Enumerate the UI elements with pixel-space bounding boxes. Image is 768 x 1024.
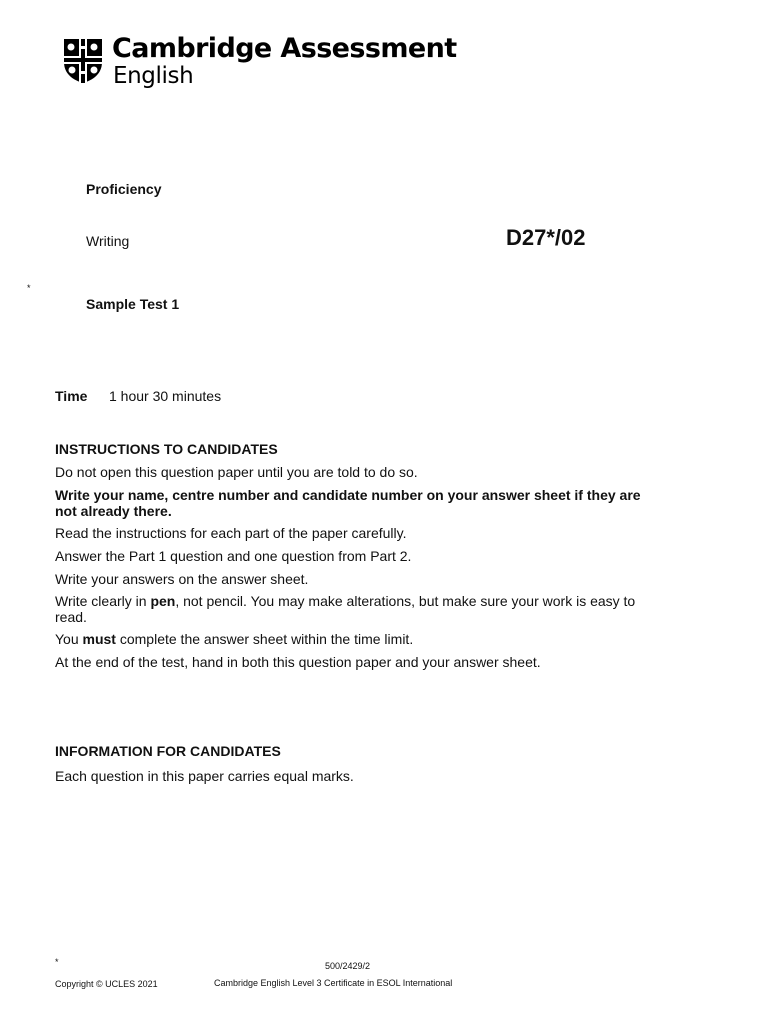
instruction-text: , not pencil. You may make alterations, but make sure your work is easy to read. (55, 593, 636, 625)
instruction-line (55, 631, 655, 647)
instruction-line: Do not open this question paper until you are told to do so. (55, 464, 418, 480)
brand-subname: English (113, 63, 194, 89)
test-title: Sample Test 1 (86, 296, 180, 312)
instruction-line: Write your answers on the answer sheet. (55, 571, 309, 587)
instruction-line: Answer the Part 1 question and one question from Part 2. (55, 548, 412, 564)
footer-certificate: Cambridge English Level 3 Certificate in ESOL International (214, 978, 453, 988)
instruction-text: complete the answer sheet within the time limit. (115, 631, 414, 647)
edge-mark: * (27, 283, 31, 293)
footer-copyright: Copyright © UCLES 2021 (55, 979, 158, 989)
information-line: Each question in this paper carries equal marks. (55, 768, 354, 784)
time-value: 1 hour 30 minutes (109, 388, 222, 404)
time-label: Time (55, 388, 88, 404)
instructions-heading: INSTRUCTIONS TO CANDIDATES (55, 441, 278, 457)
brand-name: Cambridge Assessment (112, 33, 457, 64)
instruction-line: Write your name, centre number and candidate number on your answer sheet if they are not already there. (55, 487, 641, 519)
cambridge-shield-icon (63, 38, 103, 84)
instruction-text: You (55, 631, 83, 647)
instruction-text: Write clearly in (55, 593, 151, 609)
footer-asterisk: * (55, 957, 59, 967)
instruction-line: Read the instructions for each part of the paper carefully. (55, 525, 407, 541)
instruction-emphasis: must (82, 631, 116, 647)
information-heading: INFORMATION FOR CANDIDATES (55, 743, 281, 759)
instruction-line (55, 593, 655, 625)
instruction-emphasis: pen (150, 593, 176, 609)
footer-reference: 500/2429/2 (325, 961, 371, 971)
paper-code: D27*/02 (506, 225, 586, 250)
paper-name: Writing (86, 233, 130, 249)
exam-level: Proficiency (86, 181, 162, 197)
instruction-line: At the end of the test, hand in both this question paper and your answer sheet. (55, 654, 541, 670)
